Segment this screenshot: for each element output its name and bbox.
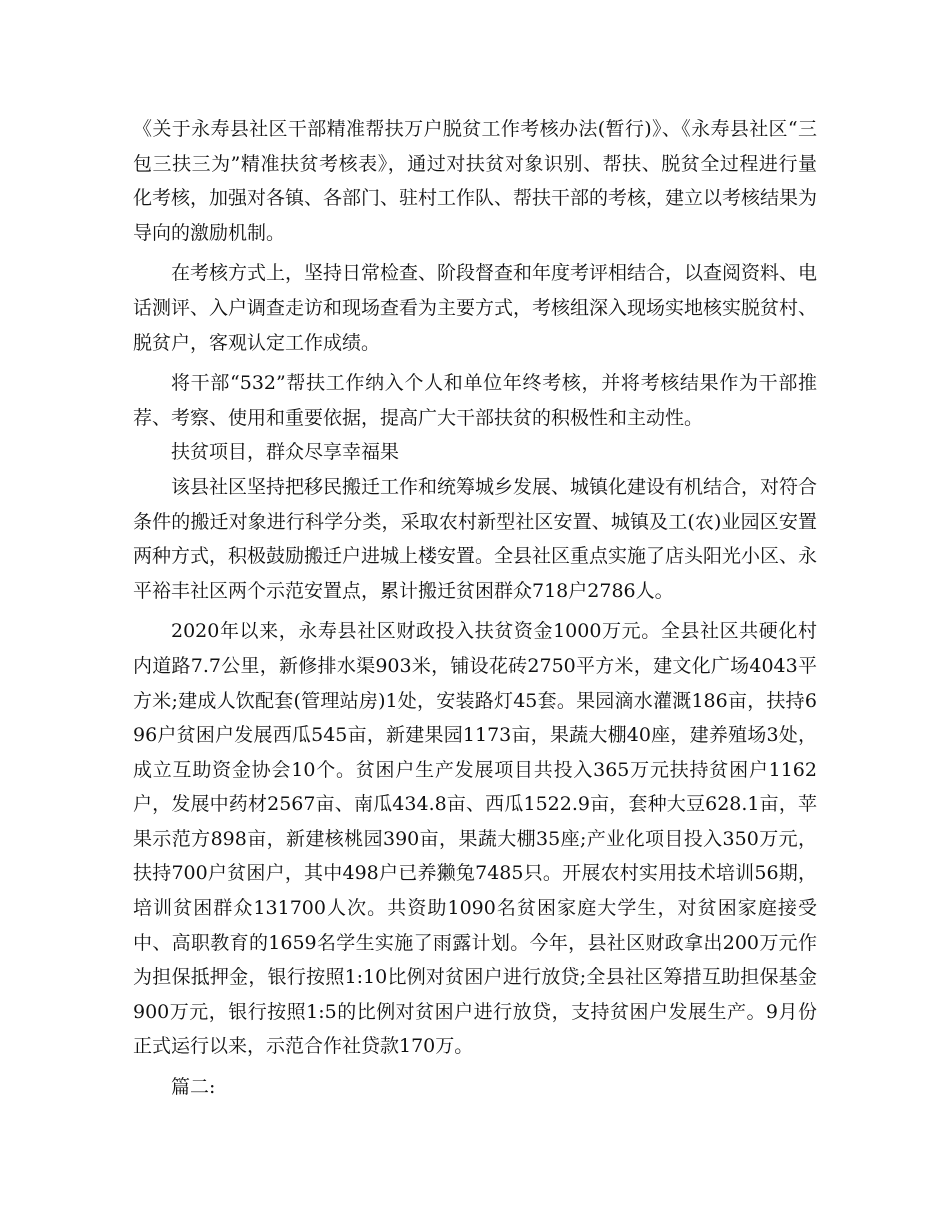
paragraph-assessment-method: 在考核方式上，坚持日常检查、阶段督查和年度考评相结合，以查阅资料、电话测评、入户调查走访和现场查看为主要方式，考核组深入现场实地核实脱贫村、脱贫户，客观认定工作成绩。	[133, 262, 818, 354]
paragraph-relocation: 该县社区坚持把移民搬迁工作和统筹城乡发展、城镇化建设有机结合，对符合条件的搬迁对象进行科学分类，采取农村新型社区安置、城镇及工(农)业园区安置两种方式，积极鼓励搬迁户进城上楼安置。全县社区重点实施了店头阳光小区、永平裕丰社区两个示范安置点，累计搬迁贫困群众718户2786人。	[133, 475, 818, 602]
paragraph-532-assistance: 将干部“532”帮扶工作纳入个人和单位年终考核，并将考核结果作为干部推荐、考察、使用和重要依据，提高广大干部扶贫的积极性和主动性。	[133, 372, 817, 429]
paragraph-funding: 2020年以来，永寿县社区财政投入扶贫资金1000万元。全县社区共硬化村内道路7.7公里，新修排水渠903米，铺设花砖2750平方米，建文化广场4043平方米;建成人饮配套(管理站房)1处，安装路灯45套。果园滴水灌溉186亩，扶持696户贫困户发展西瓜545亩，新建果园1173亩，果蔬大棚40座，建养殖场3处，成立互助资金协会10个。贫困户生产发展项目共投入365万元扶持贫困户1162户，发展中药材2567亩、南瓜434.8亩、西瓜1522.9亩，套种大豆628.1亩，苹果示范方898亩，新建核桃园390亩，果蔬大棚35座;产业化项目投入350万元，扶持700户贫困户，其中498户已养獭兔7485只。开展农村实用技术培训56期，培训贫困群众131700人次。共资助1090名贫困家庭大学生，对贫困家庭接受中、高职教育的1659名学生实施了雨露计划。今年，县社区财政拿出200万元作为担保抵押金，银行按照1:10比例对贫困户进行放贷;全县社区筹措互助担保基金900万元，银行按照1:5的比例对贫困户进行放贷，支持贫困户发展生产。9月份正式运行以来，示范合作社贷款170万。	[133, 620, 817, 1058]
section-heading: 扶贫项目，群众尽享幸福果	[171, 441, 400, 464]
paragraph-assessment-documents: 《关于永寿县社区干部精准帮扶万户脱贫工作考核办法(暂行)》、《永寿县社区“三包三扶三为”精准扶贫考核表》，通过对扶贫对象识别、帮扶、脱贫全过程进行量化考核，加强对各镇、各部门、驻村工作队、帮扶干部的考核，建立以考核结果为导向的激励机制。	[133, 118, 818, 244]
part-two-heading: 篇二:	[171, 1076, 216, 1099]
